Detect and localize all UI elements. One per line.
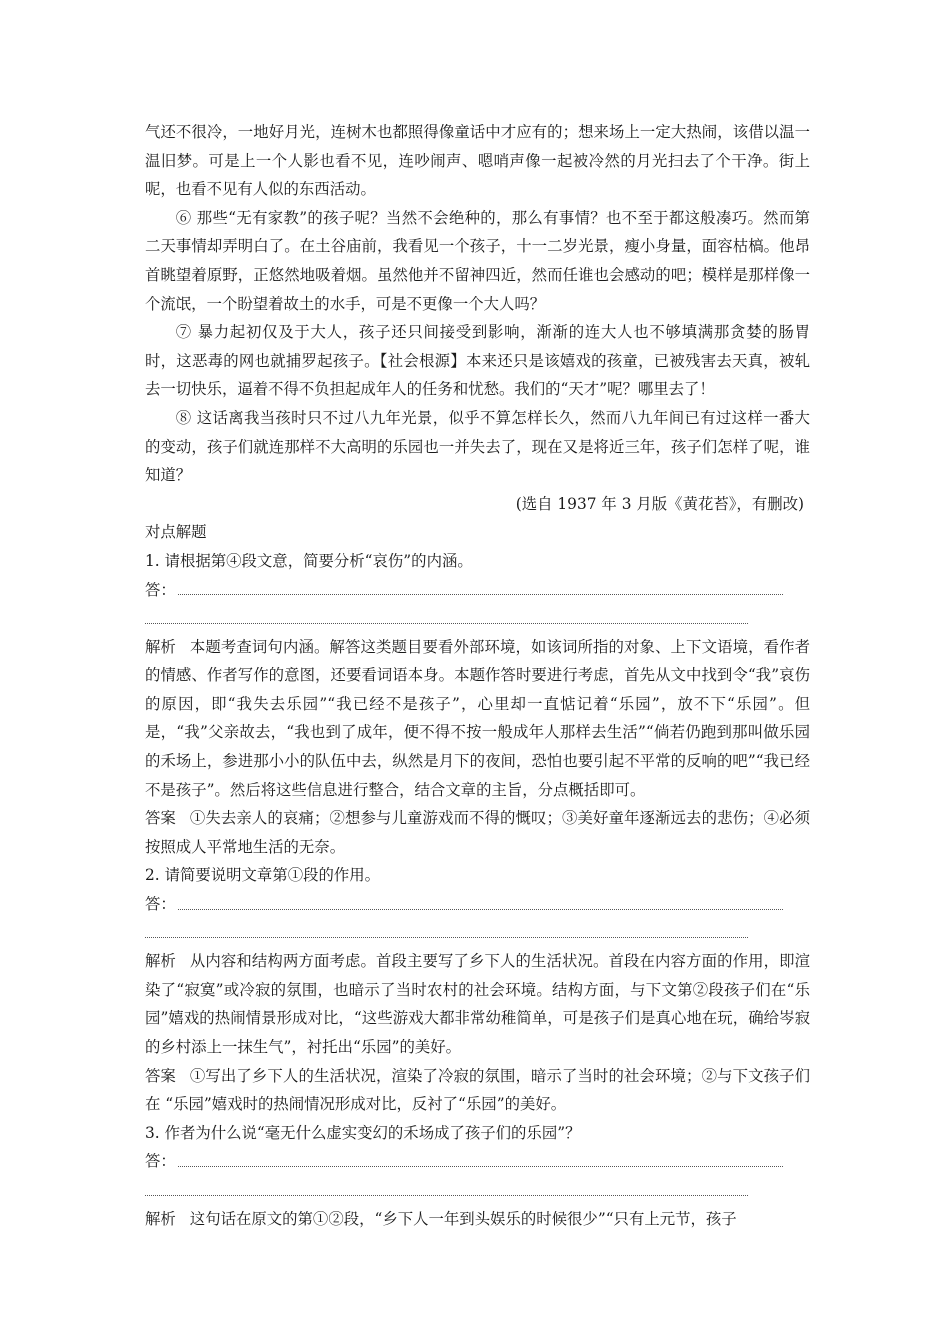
answer-text: ①失去亲人的哀痛；②想参与儿童游戏而不得的慨叹；③美好童年逐渐远去的悲伤；④必须按照成人平常地生活的无奈。 (145, 809, 810, 856)
answer-dotted-line (145, 623, 748, 624)
answer-text: ①写出了乡下人的生活状况，渲染了冷寂的氛围，暗示了当时的社会环境；②与下文孩子们在 “乐园”嬉戏时的热闹情况形成对比，反衬了“乐园”的美好。 (145, 1066, 810, 1114)
answer-dotted-line (178, 909, 783, 910)
answer-field-continued[interactable] (145, 919, 810, 948)
document-page (145, 118, 810, 1233)
answer-dotted-line (178, 1166, 783, 1167)
analysis-block (145, 1205, 810, 1234)
answer-block (145, 804, 810, 861)
passage-paragraph-5-continued: 气还不很冷，一地好月光，连树木也都照得像童话中才应有的；想来场上一定大热闹，该借以温一温旧梦。可是上一个人影也看不见，连吵闹声、嗯哨声像一起被冷然的月光扫去了个干净。街上呢，也看不见有人似的东西活动。 (145, 123, 810, 199)
analysis-text: 从内容和结构两方面考虑。首段主要写了乡下人的生活状况。首段在内容方面的作用，即渲染了“寂寞”或冷寂的氛围，也暗示了当时农村的社会环境。结构方面，与下文第②段孩子们在“乐园”嬉戏的热闹情景形成对比，“这些游戏大都非常幼稚简单，可是孩子们是真心地在玩，确给岑寂的乡村添上一抹生气”，衬托出“乐园”的美好。 (145, 952, 810, 1056)
section-title: 对点解题 (145, 523, 207, 542)
answer-field[interactable] (145, 576, 810, 605)
passage-source: (选自 1937 年 3 月版《黄花苔》，有删改) (515, 494, 804, 513)
answer-dotted-line (145, 937, 748, 938)
passage-paragraph-7: ⑦ 暴力起初仅及于大人，孩子还只间接受到影响，渐渐的连大人也不够填满那贪婪的肠胃时，这恶毒的网也就捕罗起孩子。【社会根源】本来还只是该嬉戏的孩童，已被残害去天真，被轧去一切快乐，逼着不得不负担起成年人的任务和忧愁。我们的“天才”呢？哪里去了！ (145, 323, 810, 399)
analysis-block (145, 947, 810, 1061)
analysis-label: 解析 (145, 637, 176, 656)
question-2 (145, 861, 810, 1118)
answer-dotted-line (178, 594, 783, 595)
answer-field[interactable] (145, 890, 810, 919)
question-1 (145, 547, 810, 862)
answer-label: 答： (145, 1152, 176, 1171)
answer-tag: 答案 (145, 809, 176, 828)
answer-tag: 答案 (145, 1066, 176, 1085)
answer-label: 答： (145, 580, 176, 599)
question-title: 3. 作者为什么说“毫无什么虚实变幻的禾场成了孩子们的乐园”？ (145, 1123, 581, 1142)
answer-field-continued[interactable] (145, 1176, 810, 1205)
answer-field[interactable] (145, 1147, 810, 1176)
analysis-text: 这句话在原文的第①②段，“乡下人一年到头娱乐的时候很少”“只有上元节，孩子 (189, 1209, 737, 1228)
analysis-text: 本题考查词句内涵。解答这类题目要看外部环境，如该词所指的对象、上下文语境，看作者的情感、作者写作的意图，还要看词语本身。本题作答时要进行考虑，首先从文中找到令“我”哀伤的原因，即“我失去乐园”“我已经不是孩子”，心里却一直惦记着“乐园”，放不下“乐园”。但是，“我”父亲故去，“我也到了成年，便不得不按一般成年人那样去生活”“倘若仍跑到那叫做乐园的禾场上，参进那小小的队伍中去，纵然是月下的夜间，恐怕也要引起不平常的反响的吧”“我已经不是孩子”。然后将这些信息进行整合，结合文章的主旨，分点概括即可。 (145, 637, 810, 799)
analysis-label: 解析 (145, 952, 176, 971)
answer-block (145, 1062, 810, 1119)
analysis-label: 解析 (145, 1209, 176, 1228)
answer-label: 答： (145, 895, 176, 914)
answer-dotted-line (145, 1195, 748, 1196)
question-3 (145, 1119, 810, 1233)
passage-paragraph-8: ⑧ 这话离我当孩时只不过八九年光景，似乎不算怎样长久，然而八九年间已有过这样一番大的变动，孩子们就连那样不大高明的乐园也一并失去了，现在又是将近三年，孩子们怎样了呢，谁知道？ (145, 408, 810, 485)
question-title: 1. 请根据第④段文意，简要分析“哀伤”的内涵。 (145, 551, 473, 570)
passage-paragraph-6: ⑥ 那些“无有家教”的孩子呢？当然不会绝种的，那么有事情？也不至于都这般凑巧。然而第二天事情却弄明白了。在土谷庙前，我看见一个孩子，十一二岁光景，瘦小身量，面容枯槁。他昂首眺望着原野，正悠然地吸着烟。虽然他并不留神四近，然而任谁也会感动的吧；模样是那样像一个流氓，一个盼望着故土的水手，可是不更像一个大人吗？ (145, 208, 810, 313)
answer-field-continued[interactable] (145, 604, 810, 633)
analysis-block (145, 633, 810, 805)
question-title: 2. 请简要说明文章第①段的作用。 (145, 866, 381, 885)
